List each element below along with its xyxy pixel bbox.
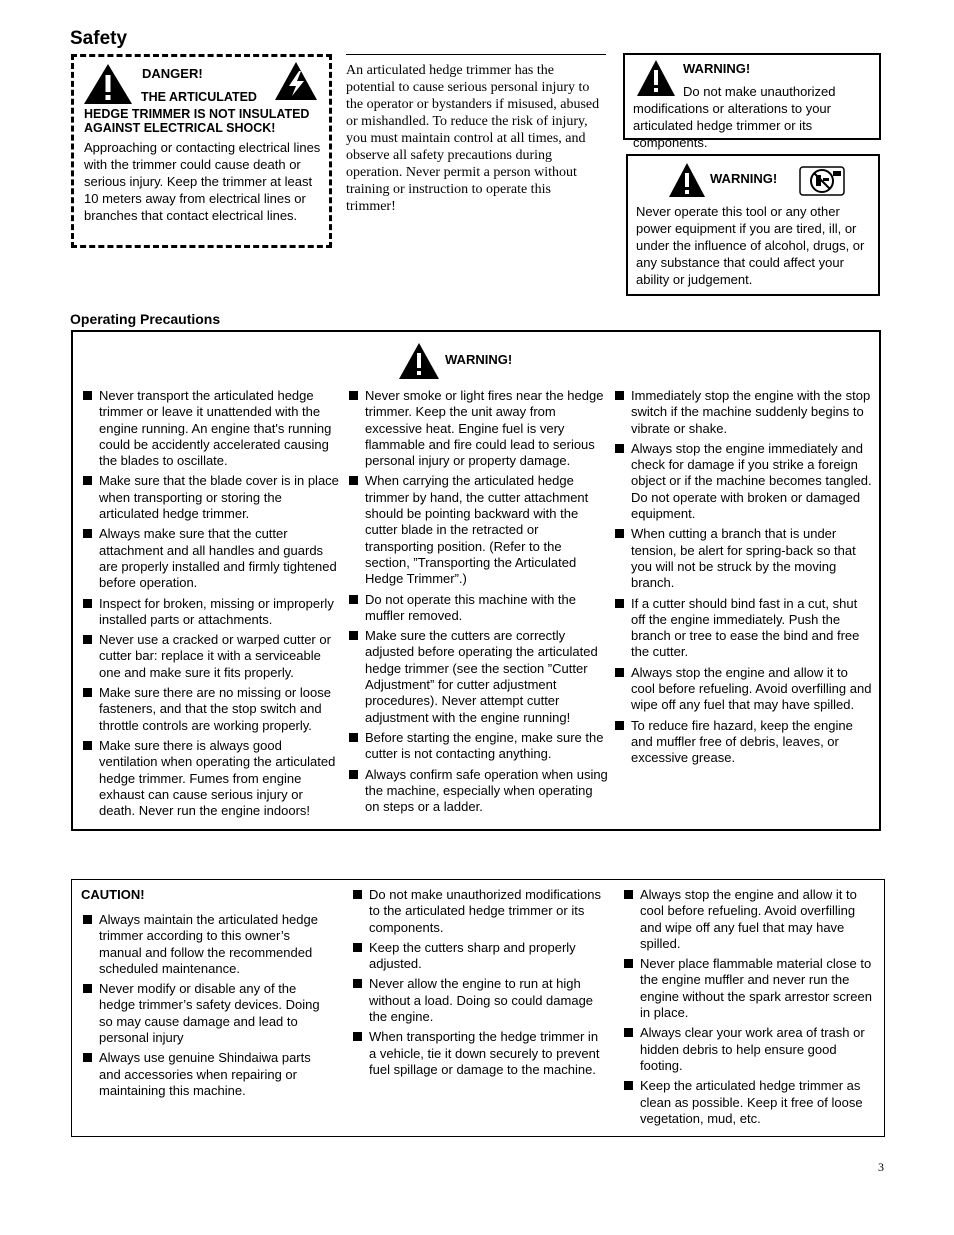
square-bullet-icon xyxy=(353,890,362,899)
list-item-text: Do not make unauthorized modifications to the articulated hedge trimmer or its components. xyxy=(369,887,601,935)
list-item-text: Always maintain the articulated hedge trimmer according to this owner’s manual and follow the recommended scheduled maintenance. xyxy=(99,912,318,976)
square-bullet-icon xyxy=(615,529,624,538)
operating-column-2 xyxy=(349,388,609,819)
list-item xyxy=(615,718,875,767)
square-bullet-icon xyxy=(624,1028,633,1037)
caution-column-1 xyxy=(83,912,333,1103)
list-item xyxy=(349,388,609,469)
list-item xyxy=(624,956,879,1021)
danger-heading-2: HEDGE TRIMMER IS NOT INSULATED AGAINST ELECTRICAL SHOCK! xyxy=(84,107,310,135)
square-bullet-icon xyxy=(83,984,92,993)
square-bullet-icon xyxy=(349,391,358,400)
list-item xyxy=(83,912,333,977)
list-item-text: Never transport the articulated hedge trimmer or leave it unattended with the engine running. An engine that's running could be accidently accelerated causing the blades to oscillate. xyxy=(99,388,332,469)
danger-heading-1: THE ARTICULATED xyxy=(141,90,257,104)
list-item xyxy=(615,388,875,437)
square-bullet-icon xyxy=(615,668,624,677)
warning-label: WARNING! xyxy=(683,61,751,76)
square-bullet-icon xyxy=(624,890,633,899)
list-item xyxy=(83,388,342,469)
list-item xyxy=(353,1029,605,1078)
list-item-text: Do not operate this machine with the muffler removed. xyxy=(365,591,577,623)
list-item-text: Always stop the engine and allow it to cool before refueling. Avoid overfilling and wipe off any fuel that may have spilled. xyxy=(640,887,857,951)
square-bullet-icon xyxy=(83,688,92,697)
square-bullet-icon xyxy=(624,959,633,968)
list-item xyxy=(353,940,605,973)
list-item xyxy=(83,473,342,522)
square-bullet-icon xyxy=(349,770,358,779)
list-item-text: Never place flammable material close to the engine muffler and never run the engine without the spark arrestor screen in place. xyxy=(640,956,872,1021)
square-bullet-icon xyxy=(615,599,624,608)
square-bullet-icon xyxy=(83,391,92,400)
list-item-text: Always clear your work area of trash or hidden debris to help ensure good footing. xyxy=(640,1025,865,1073)
list-item-text: When transporting the hedge trimmer in a vehicle, tie it down securely to prevent fuel spillage or damage to the machine. xyxy=(369,1029,600,1077)
danger-body: Approaching or contacting electrical lines with the trimmer could cause death or serious injury. Keep the trimmer at least 10 meters away from electrical lines or branches that contact electrical lines. xyxy=(84,140,321,223)
square-bullet-icon xyxy=(349,595,358,604)
list-item xyxy=(624,887,879,952)
operating-precautions-box xyxy=(71,330,881,831)
list-item xyxy=(353,976,605,1025)
list-item-text: Always stop the engine and allow it to cool before refueling. Avoid overfilling and wipe off any fuel that may have spilled. xyxy=(631,664,872,713)
list-item-text: Never modify or disable any of the hedge trimmer’s safety devices. Doing so may cause damage and lead to personal injury xyxy=(99,981,320,1046)
danger-box xyxy=(71,54,332,248)
square-bullet-icon xyxy=(83,915,92,924)
page-title: Safety xyxy=(70,28,128,49)
danger-label: DANGER! xyxy=(142,66,203,81)
list-item-text: Make sure there is always good ventilation when operating the articulated hedge trimmer. Fumes from engine exhaust can cause serious injury or death. Never run the engine indoors! xyxy=(99,737,336,819)
list-item-text: Never smoke or light fires near the hedge trimmer. Keep the unit away from excessive heat. Engine fuel is very flammable and fire could lead to serious personal injury or property damage. xyxy=(365,388,604,469)
square-bullet-icon xyxy=(353,943,362,952)
caution-label: CAUTION! xyxy=(81,887,145,902)
square-bullet-icon xyxy=(349,476,358,485)
square-bullet-icon xyxy=(353,979,362,988)
square-bullet-icon xyxy=(624,1081,633,1090)
list-item xyxy=(83,738,342,819)
square-bullet-icon xyxy=(83,741,92,750)
list-item xyxy=(615,596,875,661)
list-item xyxy=(624,1078,879,1127)
list-item-text: If a cutter should bind fast in a cut, shut off the engine immediately. Push the branch or tree to ease the bind and free the cutter. xyxy=(631,595,860,660)
list-item xyxy=(349,628,609,726)
square-bullet-icon xyxy=(349,733,358,742)
list-item-text: Never allow the engine to run at high without a load. Doing so could damage the engine. xyxy=(369,976,594,1025)
list-item-text: Before starting the engine, make sure the cutter is not contacting anything. xyxy=(365,729,604,762)
list-item xyxy=(615,441,875,522)
list-item xyxy=(83,685,342,734)
intro-divider xyxy=(346,54,606,55)
list-item xyxy=(349,592,609,625)
list-item-text: Always confirm safe operation when using the machine, especially when operating on steps or a ladder. xyxy=(365,766,608,815)
caution-column-2 xyxy=(353,887,605,1082)
list-item-text: Keep the cutters sharp and properly adjusted. xyxy=(369,939,576,972)
list-item xyxy=(349,767,609,816)
no-alcohol-drugs-icon xyxy=(799,166,845,196)
warning-modifications-box xyxy=(623,53,881,150)
square-bullet-icon xyxy=(83,635,92,644)
list-item-text: Always make sure that the cutter attachment and all handles and guards are properly installed and firmly tightened before operation. xyxy=(99,526,337,591)
list-item xyxy=(83,632,342,681)
intro-paragraph: An articulated hedge trimmer has the potential to cause serious personal injury to the operator or bystanders if misused, abused or mishandled. To reduce the risk of injury, you must maintain control at all times, and observe all safety precautions during operation. Never permit a person without training or instruction to operate this trimmer! xyxy=(346,63,600,214)
list-item-text: Always stop the engine immediately and check for damage if you strike a foreign object or if the machine becomes tangled. Do not operate with broken or damaged equipment. xyxy=(631,440,872,522)
warning-triangle-icon xyxy=(668,162,706,198)
list-item xyxy=(83,596,342,629)
list-item-text: Make sure the cutters are correctly adjusted before operating the articulated hedge trimmer (see the section ”Cutter Adjustment” for cutter adjustment procedures). Never attempt cutter adjustment with the engine running! xyxy=(365,628,598,725)
list-item xyxy=(615,526,875,591)
warning-body: Do not make unauthorized modifications or alterations to your articulated hedge trimmer or its components. xyxy=(633,84,836,150)
square-bullet-icon xyxy=(615,444,624,453)
list-item xyxy=(624,1025,879,1074)
square-bullet-icon xyxy=(615,721,624,730)
list-item-text: Inspect for broken, missing or improperly installed parts or attachments. xyxy=(99,595,334,627)
list-item-text: Never use a cracked or warped cutter or cutter bar: replace it with a serviceable one and make sure it fits properly. xyxy=(99,632,331,680)
warning-body: Never operate this tool or any other power equipment if you are tired, ill, or under the influence of alcohol, drugs, or any substance that could affect your ability or judgement. xyxy=(636,204,865,287)
square-bullet-icon xyxy=(83,529,92,538)
operating-column-1 xyxy=(83,388,342,823)
list-item-text: When carrying the articulated hedge trimmer by hand, the cutter attachment should be pointing backward with the cutter blade in the retracted or transporting position. (Refer to the section, ”Transporting the Articulated Hedge Trimmer”.) xyxy=(365,473,589,587)
list-item xyxy=(83,981,333,1046)
list-item-text: Immediately stop the engine with the stop switch if the machine suddenly begins to vibrate or shake. xyxy=(631,388,871,436)
square-bullet-icon xyxy=(349,631,358,640)
warning-label: WARNING! xyxy=(445,352,513,367)
list-item-text: Make sure there are no missing or loose fasteners, and that the stop switch and throttle controls are working properly. xyxy=(99,685,331,733)
caution-column-3 xyxy=(624,887,879,1131)
operating-column-3 xyxy=(615,388,875,771)
square-bullet-icon xyxy=(615,391,624,400)
square-bullet-icon xyxy=(83,476,92,485)
list-item xyxy=(349,730,609,763)
electric-shock-icon xyxy=(274,61,318,101)
list-item xyxy=(83,1050,333,1099)
list-item-text: Always use genuine Shindaiwa parts and accessories when repairing or maintaining this machine. xyxy=(99,1050,311,1098)
list-item xyxy=(353,887,605,936)
list-item-text: Make sure that the blade cover is in place when transporting or storing the articulated hedge trimmer. xyxy=(99,473,339,522)
warning-triangle-icon xyxy=(83,63,133,105)
list-item xyxy=(83,526,342,591)
list-item-text: Keep the articulated hedge trimmer as clean as possible. Keep it free of loose vegetation, mud, etc. xyxy=(640,1078,863,1126)
list-item xyxy=(615,665,875,714)
square-bullet-icon xyxy=(83,1053,92,1062)
warning-impairment-box xyxy=(626,154,880,296)
page-number: 3 xyxy=(878,1160,884,1174)
caution-box xyxy=(71,879,885,1137)
square-bullet-icon xyxy=(83,599,92,608)
warning-triangle-icon xyxy=(398,342,440,380)
square-bullet-icon xyxy=(353,1032,362,1041)
list-item-text: When cutting a branch that is under tension, be alert for spring-back so that you will not be struck by the moving branch. xyxy=(631,526,856,591)
list-item xyxy=(349,473,609,587)
section-title-operating-precautions: Operating Precautions xyxy=(70,311,221,327)
warning-label: WARNING! xyxy=(710,171,778,186)
list-item-text: To reduce fire hazard, keep the engine and muffler free of debris, leaves, or excessive grease. xyxy=(631,717,853,766)
